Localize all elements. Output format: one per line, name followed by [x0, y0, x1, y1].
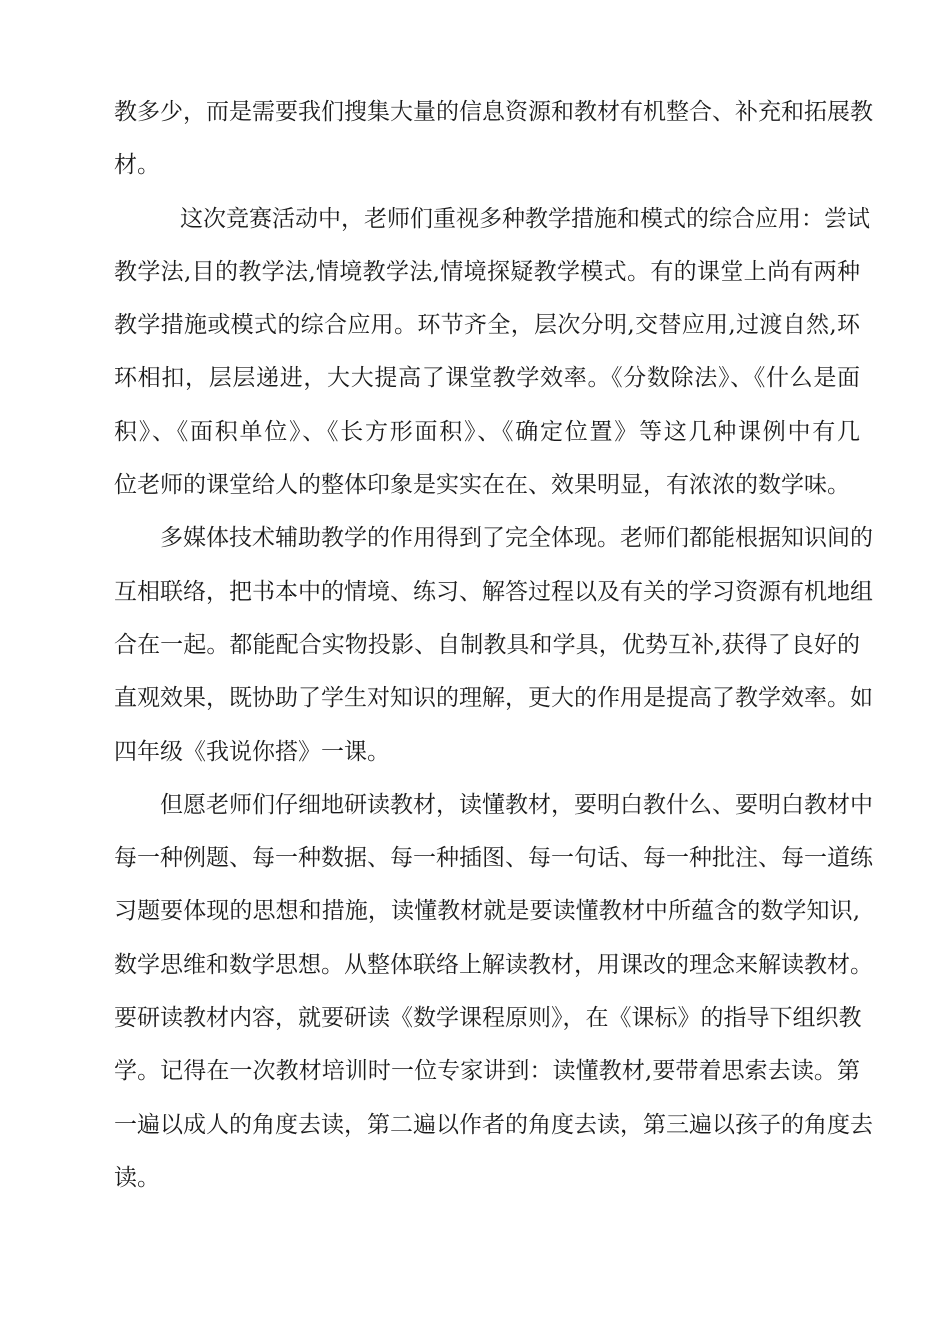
paragraph-line: 要研读教材内容，就要研读《数学课程原则》，在《课标》的指导下组织教	[114, 1005, 862, 1032]
paragraph-line: 材。	[114, 152, 160, 179]
paragraph-line: 数学思维和数学思想。从整体联络上解读教材，用课改的理念来解读教材。	[114, 951, 873, 978]
paragraph-line: 学。记得在一次教材培训时一位专家讲到：读懂教材,要带着思索去读。第	[114, 1058, 860, 1085]
paragraph-line: 这次竞赛活动中，老师们重视多种教学措施和模式的综合应用：尝试	[180, 205, 870, 232]
paragraph-line: 四年级《我说你搭》一课。	[114, 738, 390, 765]
paragraph-line: 合在一起。都能配合实物投影、自制教具和学具，优势互补,获得了良好的	[114, 631, 860, 658]
paragraph-line: 教多少，而是需要我们搜集大量的信息资源和教材有机整合、补充和拓展教	[114, 99, 873, 125]
paragraph-line: 环相扣，层层递进，大大提高了课堂教学效率。《分数除法》、《什么是面	[114, 365, 860, 392]
paragraph-line: 习题要体现的思想和措施，读懂教材就是要读懂教材中所蕴含的数学知识,	[114, 898, 860, 925]
paragraph-line: 位老师的课堂给人的整体印象是实实在在、效果明显，有浓浓的数学味。	[114, 472, 850, 499]
paragraph-line: 多媒体技术辅助教学的作用得到了完全体现。老师们都能根据知识间的	[160, 525, 873, 552]
paragraph-line: 每一种例题、每一种数据、每一种插图、每一句话、每一种批注、每一道练	[114, 845, 873, 872]
paragraph-line: 直观效果，既协助了学生对知识的理解，更大的作用是提高了教学效率。如	[114, 685, 873, 712]
document-body	[114, 93, 873, 1212]
paragraph-line: 教学措施或模式的综合应用。环节齐全，层次分明,交替应用,过渡自然,环	[114, 312, 860, 339]
paragraph-line: 一遍以成人的角度去读，第二遍以作者的角度去读，第三遍以孩子的角度去	[114, 1111, 873, 1138]
paragraph-line: 读。	[114, 1164, 160, 1191]
paragraph-line: 教学法,目的教学法,情境教学法,情境探疑教学模式。有的课堂上尚有两种	[114, 258, 860, 285]
paragraph-line: 互相联络，把书本中的情境、练习、解答过程以及有关的学习资源有机地组	[114, 578, 873, 605]
paragraph-line: 积》、《面积单位》、《长方形面积》、《确定位置》等这几种课例中有几	[114, 418, 860, 445]
paragraph-line: 但愿老师们仔细地研读教材，读懂教材，要明白教什么、要明白教材中	[160, 791, 873, 818]
